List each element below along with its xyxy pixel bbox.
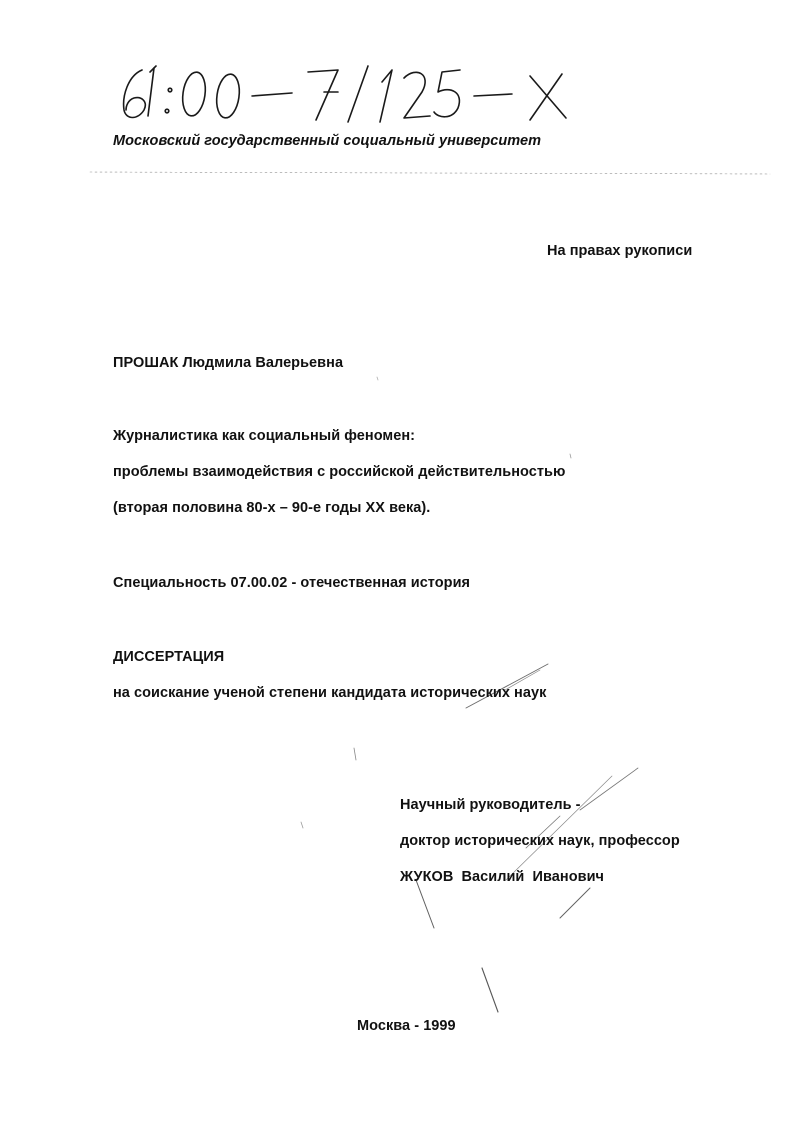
degree-sought: на соискание ученой степени кандидата исторических наук <box>113 685 547 701</box>
city-year: Москва - 1999 <box>357 1018 456 1034</box>
university-name: Московский государственный социальный университет <box>113 133 542 149</box>
title-line-1: Журналистика как социальный феномен: <box>113 428 416 444</box>
title-line-2: проблемы взаимодействия с российской действительностью <box>113 464 566 480</box>
specialty: Специальность 07.00.02 - отечественная история <box>113 575 471 591</box>
document-type: ДИССЕРТАЦИЯ <box>113 649 225 665</box>
author-name: ПРОШАК Людмила Валерьевна <box>113 355 344 371</box>
title-line-3: (вторая половина 80-х – 90-е годы XX века). <box>113 500 431 516</box>
supervisor-name: ЖУКОВ Василий Иванович <box>400 869 605 885</box>
supervisor-label: Научный руководитель - <box>400 797 581 813</box>
handwritten-archive-number <box>112 56 592 126</box>
manuscript-rights: На правах рукописи <box>547 243 693 259</box>
supervisor-title: доктор исторических наук, профессор <box>400 833 680 849</box>
